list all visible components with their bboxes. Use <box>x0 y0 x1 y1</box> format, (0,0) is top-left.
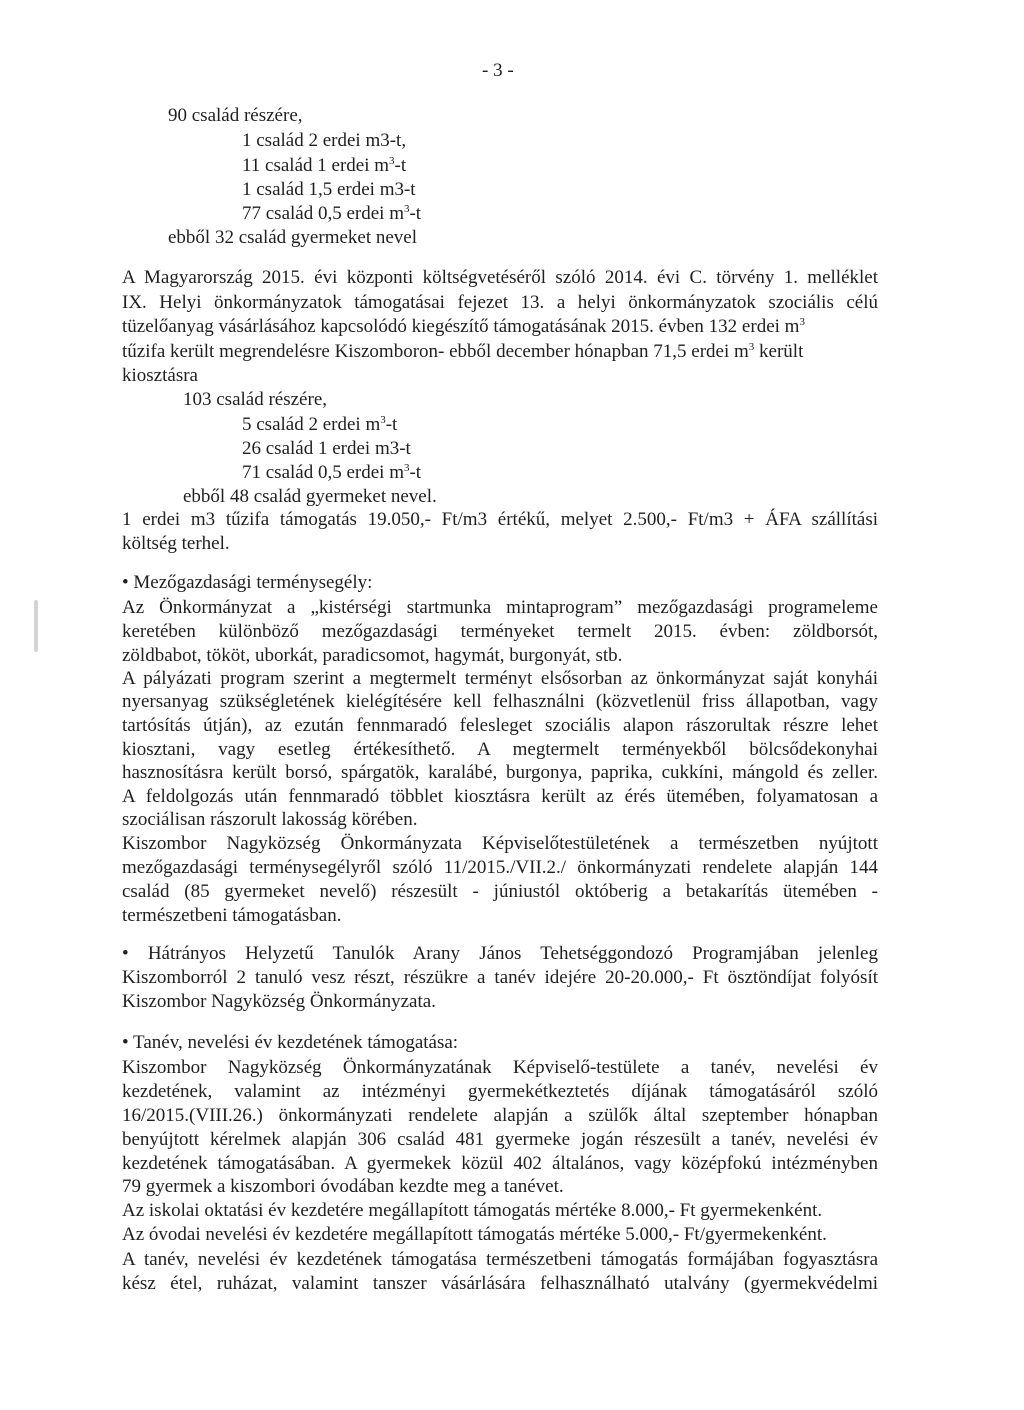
section3-line: Az iskolai oktatási év kezdetére megállapított támogatás mértéke 8.000,- Ft gyermekenként. <box>122 1200 823 1221</box>
section2-line: Kiszombor Nagyközség Önkormányzata. <box>122 991 436 1012</box>
block1-item: 1 család 2 erdei m3-t, <box>242 130 407 151</box>
section1-line: szociálisan rászorult lakosság körében. <box>122 809 418 830</box>
section3-line: 79 gyermek a kiszombori óvodában kezdte meg a tanévet. <box>122 1176 564 1197</box>
section3-line: kész étel, ruházat, valamint tanszer vásárlására felhasználható utalvány (gyermekvédelmi <box>122 1273 878 1294</box>
block1-item: 77 család 0,5 erdei $m^3-t$ <box>242 203 422 224</box>
para1-line: A Magyarország 2015. évi központi költségvetéséről szóló 2014. évi C. törvény 1. melléklet <box>122 267 878 288</box>
section1-line: család (85 gyermeket nevelő) részesült - júniustól októberig a betakarítás ütemében - <box>122 881 878 902</box>
block2-item: 26 család 1 erdei m3-t <box>242 438 411 459</box>
section1-line: keretében különböző mezőgazdasági terményeket termelt 2015. évben: zöldborsót, <box>122 621 878 642</box>
section1-line: Az Önkormányzat a „kistérségi startmunka mintaprogram” mezőgazdasági programeleme <box>122 597 878 618</box>
block1-intro: 90 család részére, <box>168 105 303 126</box>
section3-line: kezdetének támogatásában. A gyermekek közül 402 általános, vagy középfokú intézményben <box>122 1153 878 1174</box>
para1-line: tüzelőanyag vásárlásához kapcsolódó kiegészítő támogatásának 2015. évben 132 erdei $m^3$ <box>122 316 805 337</box>
section1-line: zöldbabot, tököt, uborkát, paradicsomot, hagymát, burgonyát, stb. <box>122 645 623 666</box>
section3-line: A tanév, nevelési év kezdetének támogatása természetbeni támogatás formájában fogyasztásra <box>122 1249 878 1270</box>
para2-line: 1 erdei m3 tűzifa támogatás 19.050,- Ft/m3 értékű, melyet 2.500,- Ft/m3 + ÁFA szállítási <box>122 509 878 530</box>
section1-line: A feldolgozás után fennmaradó többlet kiosztásra került az érés ütemében, folyamatosan a <box>122 786 878 807</box>
para1-line: IX. Helyi önkormányzatok támogatásai fejezet 13. a helyi önkormányzatok szociális célú <box>122 292 878 313</box>
section2-line: Kiszomborról 2 tanuló vesz részt, részükre a tanév idejére 20-20.000,- Ft ösztöndíjat folyósít <box>122 967 878 988</box>
block1-item: 11 család 1 erdei $m^3-t$ <box>242 155 407 176</box>
para2-line: költség terhel. <box>122 533 230 554</box>
section3-line: Az óvodai nevelési év kezdetére megállapított támogatás mértéke 5.000,- Ft/gyermekenként. <box>122 1224 827 1245</box>
block2-item: 5 család 2 erdei $m^3-t$ <box>242 414 398 435</box>
section1-line: természetbeni támogatásban. <box>122 905 342 926</box>
section3-heading: • Tanév, nevelési év kezdetének támogatása: <box>122 1032 459 1053</box>
section1-line: Kiszombor Nagyközség Önkormányzata Képviselőtestületének a természetben nyújtott <box>122 833 878 854</box>
section3-line: Kiszombor Nagyközség Önkormányzatának Képviselő-testülete a tanév, nevelési év <box>122 1057 878 1078</box>
block2-outro: ebből 48 család gyermeket nevel. <box>183 486 437 507</box>
section2-line: • Hátrányos Helyzetű Tanulók Arany János Tehetséggondozó Programjában jelenleg <box>122 943 878 964</box>
section1-line: kiosztani, vagy esetleg értékesíthető. A megtermelt terményekből bölcsődekonyhai <box>122 739 878 760</box>
section3-line: benyújtott kérelmek alapján 306 család 481 gyermeke jogán részesült a tanév, nevelési év <box>122 1129 878 1150</box>
section3-line: 16/2015.(VIII.26.) önkormányzati rendelete alapján a szülők által szeptember hónapban <box>122 1105 878 1126</box>
section1-line: mezőgazdasági terménysegélyről szóló 11/2015./VII.2./ önkormányzati rendelete alapján 144 <box>122 857 878 878</box>
block2-intro: 103 család részére, <box>183 389 328 410</box>
section1-line: nyersanyag szükségletének kielégítésére kell felhasználni (közvetlenül friss állapotban, vagy <box>122 691 878 712</box>
scan-edge-mark <box>34 600 38 652</box>
section1-heading: • Mezőgazdasági terménysegély: <box>122 572 373 593</box>
para1-line: kiosztásra <box>122 365 198 386</box>
block2-item: 71 család 0,5 erdei $m^3-t$ <box>242 462 422 483</box>
section1-line: tartósítás útján), az ezután fennmaradó felesleget szociális alapon rászorultak részre lehet <box>122 715 878 736</box>
section1-line: A pályázati program szerint a megtermelt terményt elsősorban az önkormányzat saját konyhái <box>122 668 878 689</box>
section3-line: kezdetének, valamint az intézményi gyermekétkeztetés díjának támogatásáról szóló <box>122 1081 878 1102</box>
page-number: - 3 - <box>482 60 514 81</box>
block1-outro: ebből 32 család gyermeket nevel <box>168 227 418 248</box>
para1-line: tűzifa került megrendelésre Kiszomboron- ebből december hónapban 71,5 erdei $m^3$ került <box>122 341 804 362</box>
section1-line: hasznosításra került borsó, spárgatök, karalábé, burgonya, paprika, cukkíni, mángold és zeller. <box>122 762 878 783</box>
block1-item: 1 család 1,5 erdei m3-t <box>242 179 416 200</box>
